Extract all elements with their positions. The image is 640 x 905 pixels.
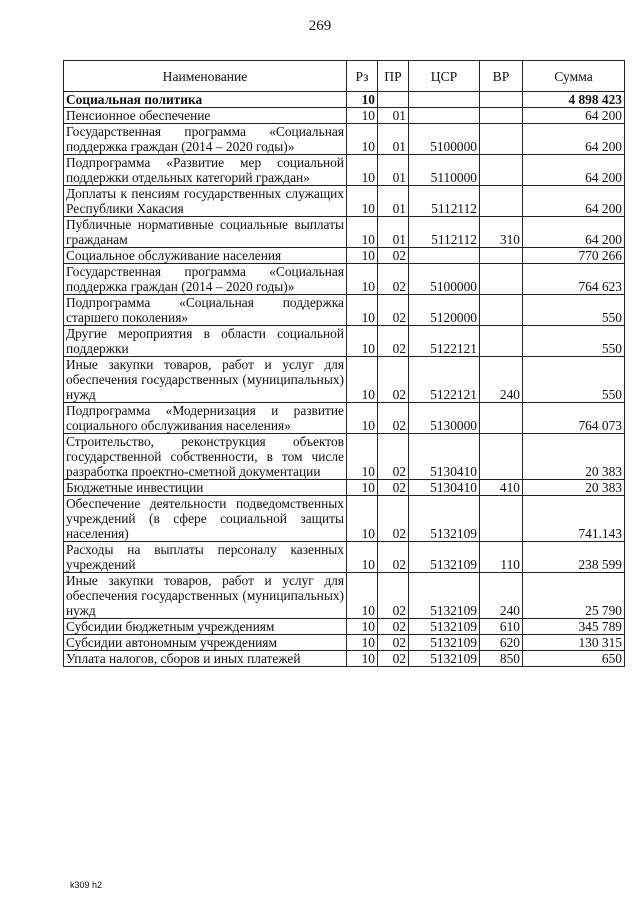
cell-sum: 130 315 [523, 635, 625, 651]
table-row [64, 217, 625, 248]
cell-rz: 10 [347, 480, 378, 496]
cell-csr: 5100000 [409, 264, 480, 295]
cell-sum: 770 266 [523, 248, 625, 264]
cell-rz: 10 [347, 108, 378, 124]
cell-pr: 01 [378, 155, 409, 186]
cell-sum: 20 383 [523, 480, 625, 496]
cell-sum: 550 [523, 357, 625, 403]
cell-name: Государственная программа «Социальная поддержка граждан (2014 – 2020 годы)» [64, 264, 347, 295]
cell-rz: 10 [347, 248, 378, 264]
header-csr: ЦСР [409, 61, 480, 92]
table-row [64, 248, 625, 264]
table-row [64, 108, 625, 124]
cell-rz: 10 [347, 124, 378, 155]
cell-name: Пенсионное обеспечение [64, 108, 347, 124]
cell-pr: 02 [378, 295, 409, 326]
cell-sum: 238 599 [523, 542, 625, 573]
cell-name: Подпрограмма «Социальная поддержка старшего поколения» [64, 295, 347, 326]
cell-vr [480, 295, 523, 326]
header-name: Наименование [64, 61, 347, 92]
cell-pr: 02 [378, 434, 409, 480]
cell-rz: 10 [347, 326, 378, 357]
cell-vr: 240 [480, 573, 523, 619]
cell-csr: 5122121 [409, 326, 480, 357]
cell-csr: 5132109 [409, 651, 480, 667]
cell-rz: 10 [347, 542, 378, 573]
cell-sum: 345 789 [523, 619, 625, 635]
cell-csr: 5112112 [409, 217, 480, 248]
cell-sum: 4 898 423 [523, 92, 625, 108]
cell-sum: 741.143 [523, 496, 625, 542]
cell-pr: 01 [378, 124, 409, 155]
header-vr: ВР [480, 61, 523, 92]
cell-csr: 5100000 [409, 124, 480, 155]
cell-csr: 5130000 [409, 403, 480, 434]
cell-vr [480, 496, 523, 542]
cell-name: Социальная политика [64, 92, 347, 108]
cell-sum: 764 623 [523, 264, 625, 295]
table-row [64, 295, 625, 326]
cell-pr: 02 [378, 573, 409, 619]
cell-sum: 20 383 [523, 434, 625, 480]
cell-name: Государственная программа «Социальная поддержка граждан (2014 – 2020 годы)» [64, 124, 347, 155]
cell-pr: 02 [378, 357, 409, 403]
cell-name: Обеспечение деятельности подведомственных учреждений (в сфере социальной защиты населения) [64, 496, 347, 542]
cell-name: Подпрограмма «Модернизация и развитие социального обслуживания населения» [64, 403, 347, 434]
cell-sum: 64 200 [523, 108, 625, 124]
cell-vr [480, 186, 523, 217]
cell-csr: 5132109 [409, 635, 480, 651]
cell-rz: 10 [347, 496, 378, 542]
table-row [64, 92, 625, 108]
cell-vr [480, 326, 523, 357]
cell-vr: 620 [480, 635, 523, 651]
cell-rz: 10 [347, 217, 378, 248]
cell-rz: 10 [347, 264, 378, 295]
header-pr: ПР [378, 61, 409, 92]
cell-name: Строительство, реконструкция объектов государственной собственности, в том числе разработка проектно-сметной документации [64, 434, 347, 480]
cell-pr: 01 [378, 186, 409, 217]
cell-sum: 650 [523, 651, 625, 667]
cell-csr: 5112112 [409, 186, 480, 217]
cell-rz: 10 [347, 357, 378, 403]
header-sum: Сумма [523, 61, 625, 92]
cell-csr: 5130410 [409, 434, 480, 480]
page-number: 269 [308, 18, 332, 34]
cell-pr: 01 [378, 217, 409, 248]
cell-pr: 02 [378, 403, 409, 434]
cell-vr: 310 [480, 217, 523, 248]
cell-pr: 02 [378, 264, 409, 295]
budget-table [63, 60, 625, 667]
table-row [64, 635, 625, 651]
cell-rz: 10 [347, 619, 378, 635]
cell-sum: 764 073 [523, 403, 625, 434]
cell-rz: 10 [347, 573, 378, 619]
cell-pr [378, 92, 409, 108]
cell-csr: 5120000 [409, 295, 480, 326]
cell-pr: 02 [378, 619, 409, 635]
cell-name: Уплата налогов, сборов и иных платежей [64, 651, 347, 667]
table-row [64, 619, 625, 635]
cell-vr [480, 108, 523, 124]
cell-vr: 110 [480, 542, 523, 573]
cell-vr [480, 92, 523, 108]
cell-sum: 64 200 [523, 124, 625, 155]
table-row [64, 480, 625, 496]
cell-name: Субсидии бюджетным учреждениям [64, 619, 347, 635]
cell-name: Другие мероприятия в области социальной поддержки [64, 326, 347, 357]
cell-csr: 5130410 [409, 480, 480, 496]
cell-csr [409, 108, 480, 124]
cell-name: Субсидии автономным учреждениям [64, 635, 347, 651]
table-row [64, 542, 625, 573]
cell-name: Иные закупки товаров, работ и услуг для обеспечения государственных (муниципальных) нужд [64, 573, 347, 619]
cell-pr: 02 [378, 635, 409, 651]
table-header-row [64, 61, 625, 92]
cell-name: Социальное обслуживание населения [64, 248, 347, 264]
cell-csr: 5132109 [409, 542, 480, 573]
cell-rz: 10 [347, 295, 378, 326]
cell-name: Доплаты к пенсиям государственных служащих Республики Хакасия [64, 186, 347, 217]
cell-sum: 550 [523, 326, 625, 357]
table-row [64, 326, 625, 357]
cell-rz: 10 [347, 434, 378, 480]
cell-vr [480, 248, 523, 264]
table-row [64, 573, 625, 619]
cell-rz: 10 [347, 403, 378, 434]
cell-name: Подпрограмма «Развитие мер социальной поддержки отдельных категорий граждан» [64, 155, 347, 186]
cell-rz: 10 [347, 651, 378, 667]
header-rz: Рз [347, 61, 378, 92]
cell-pr: 02 [378, 542, 409, 573]
cell-pr: 02 [378, 248, 409, 264]
cell-csr: 5132109 [409, 496, 480, 542]
cell-vr [480, 434, 523, 480]
cell-csr: 5110000 [409, 155, 480, 186]
cell-sum: 550 [523, 295, 625, 326]
table-row [64, 496, 625, 542]
cell-sum: 25 790 [523, 573, 625, 619]
cell-csr: 5132109 [409, 619, 480, 635]
cell-csr [409, 248, 480, 264]
cell-vr [480, 155, 523, 186]
cell-vr: 410 [480, 480, 523, 496]
cell-sum: 64 200 [523, 155, 625, 186]
cell-vr: 240 [480, 357, 523, 403]
footer-code: k309 h2 [70, 880, 103, 890]
cell-name: Публичные нормативные социальные выплаты гражданам [64, 217, 347, 248]
cell-name: Иные закупки товаров, работ и услуг для обеспечения государственных (муниципальных) нужд [64, 357, 347, 403]
cell-sum: 64 200 [523, 186, 625, 217]
cell-csr: 5132109 [409, 573, 480, 619]
table-row [64, 155, 625, 186]
cell-vr [480, 264, 523, 295]
table-row [64, 264, 625, 295]
cell-vr: 850 [480, 651, 523, 667]
cell-pr: 02 [378, 326, 409, 357]
table-row [64, 357, 625, 403]
cell-sum: 64 200 [523, 217, 625, 248]
table-row [64, 651, 625, 667]
cell-vr [480, 403, 523, 434]
table-row [64, 124, 625, 155]
cell-pr: 02 [378, 496, 409, 542]
cell-name: Бюджетные инвестиции [64, 480, 347, 496]
table-row [64, 403, 625, 434]
cell-rz: 10 [347, 92, 378, 108]
cell-csr: 5122121 [409, 357, 480, 403]
cell-rz: 10 [347, 186, 378, 217]
table-row [64, 186, 625, 217]
cell-vr: 610 [480, 619, 523, 635]
cell-rz: 10 [347, 635, 378, 651]
cell-pr: 02 [378, 651, 409, 667]
cell-csr [409, 92, 480, 108]
cell-name: Расходы на выплаты персоналу казенных учреждений [64, 542, 347, 573]
table-row [64, 434, 625, 480]
cell-rz: 10 [347, 155, 378, 186]
cell-pr: 01 [378, 108, 409, 124]
cell-vr [480, 124, 523, 155]
cell-pr: 02 [378, 480, 409, 496]
